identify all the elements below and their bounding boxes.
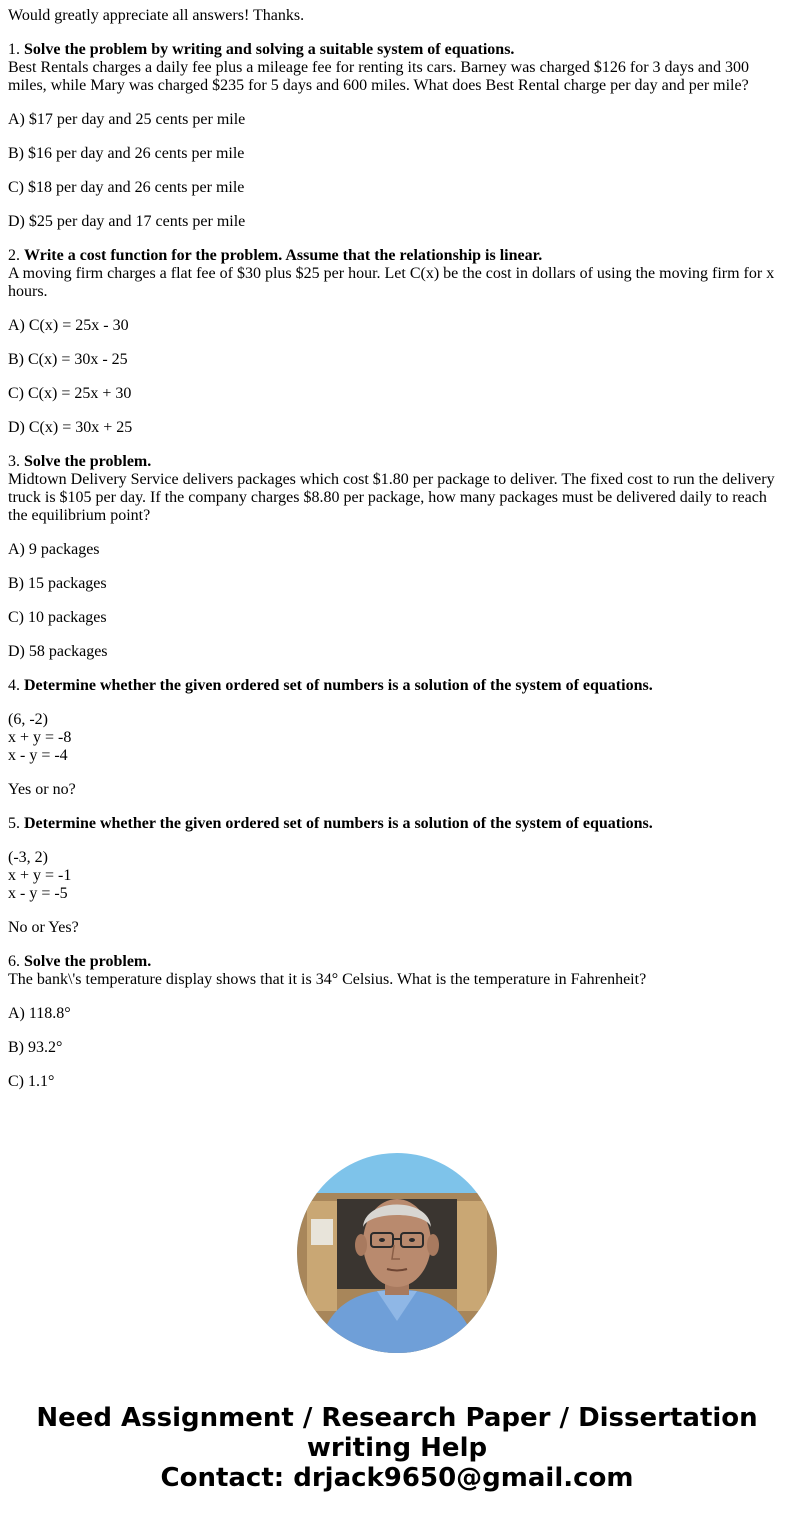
- document-body: [8, 7, 780, 1091]
- question-number: 3.: [8, 453, 20, 470]
- equation-line: x - y = -4: [8, 747, 68, 764]
- intro-text: Would greatly appreciate all answers! Thanks.: [8, 7, 305, 24]
- question-number: 5.: [8, 815, 20, 832]
- question-instruction: Solve the problem.: [24, 453, 152, 470]
- answer-option: B) 93.2°: [8, 1039, 63, 1056]
- question-1-heading: [8, 41, 780, 59]
- answer-option: D) $25 per day and 17 cents per mile: [8, 213, 246, 230]
- question-number: 4.: [8, 677, 20, 694]
- answer-option: A) $17 per day and 25 cents per mile: [8, 111, 246, 128]
- footer-line: writing Help: [306, 1433, 488, 1463]
- answer-option: A) 9 packages: [8, 541, 100, 558]
- answer-prompt: No or Yes?: [8, 919, 79, 936]
- question-text: Best Rentals charges a daily fee plus a mileage fee for renting its cars. Barney was charged $126 for 3 days and 300 miles, while Mary was charged $235 for 5 days and 600 miles. What does Best Rental charge per day and per mile?: [8, 59, 749, 94]
- answer-option: A) 118.8°: [8, 1005, 71, 1022]
- question-4-heading: [8, 677, 780, 695]
- answer-option: A) C(x) = 25x - 30: [8, 317, 129, 334]
- ordered-pair: (6, -2): [8, 711, 48, 728]
- question-3: [8, 453, 780, 661]
- question-5: [8, 815, 780, 937]
- question-number: 1.: [8, 41, 20, 58]
- question-text: Midtown Delivery Service delivers packages which cost $1.80 per package to deliver. The fixed cost to run the delivery truck is $105 per day. If the company charges $8.80 per package, how many packages must be delivered daily to reach the equilibrium point?: [8, 471, 775, 524]
- question-3-heading: [8, 453, 780, 471]
- question-text: The bank\'s temperature display shows that it is 34° Celsius. What is the temperature in Fahrenheit?: [8, 971, 647, 988]
- author-portrait: [297, 1153, 497, 1353]
- question-instruction: Solve the problem by writing and solving a suitable system of equations.: [24, 41, 515, 58]
- question-text: A moving firm charges a flat fee of $30 plus $25 per hour. Let C(x) be the cost in dollars of using the moving firm for x hours.: [8, 265, 775, 300]
- question-2: [8, 247, 780, 437]
- answer-option: D) 58 packages: [8, 643, 108, 660]
- question-5-heading: [8, 815, 780, 833]
- question-instruction: Write a cost function for the problem. Assume that the relationship is linear.: [24, 247, 543, 264]
- answer-option: B) $16 per day and 26 cents per mile: [8, 145, 245, 162]
- question-number: 2.: [8, 247, 20, 264]
- equation-block: [8, 711, 780, 765]
- question-2-heading: [8, 247, 780, 265]
- question-instruction: Determine whether the given ordered set of numbers is a solution of the system of equations.: [24, 815, 653, 832]
- footer-line: Need Assignment / Research Paper / Dissertation: [36, 1403, 758, 1433]
- answer-option: B) C(x) = 30x - 25: [8, 351, 128, 368]
- answer-option: B) 15 packages: [8, 575, 107, 592]
- equation-line: x + y = -1: [8, 867, 72, 884]
- question-number: 6.: [8, 953, 20, 970]
- question-instruction: Solve the problem.: [24, 953, 152, 970]
- equation-line: x - y = -5: [8, 885, 68, 902]
- question-instruction: Determine whether the given ordered set of numbers is a solution of the system of equations.: [24, 677, 653, 694]
- answer-option: C) C(x) = 25x + 30: [8, 385, 132, 402]
- answer-option: C) 1.1°: [8, 1073, 55, 1090]
- question-4: [8, 677, 780, 799]
- footer-banner: [0, 1403, 794, 1493]
- answer-option: C) $18 per day and 26 cents per mile: [8, 179, 245, 196]
- question-1: [8, 41, 780, 231]
- answer-option: D) C(x) = 30x + 25: [8, 419, 133, 436]
- equation-block: [8, 849, 780, 903]
- answer-prompt: Yes or no?: [8, 781, 76, 798]
- author-avatar: [297, 1153, 497, 1353]
- footer-contact: Contact: drjack9650@gmail.com: [160, 1463, 634, 1493]
- equation-line: x + y = -8: [8, 729, 72, 746]
- question-6: [8, 953, 780, 1091]
- ordered-pair: (-3, 2): [8, 849, 48, 866]
- question-6-heading: [8, 953, 780, 971]
- answer-option: C) 10 packages: [8, 609, 107, 626]
